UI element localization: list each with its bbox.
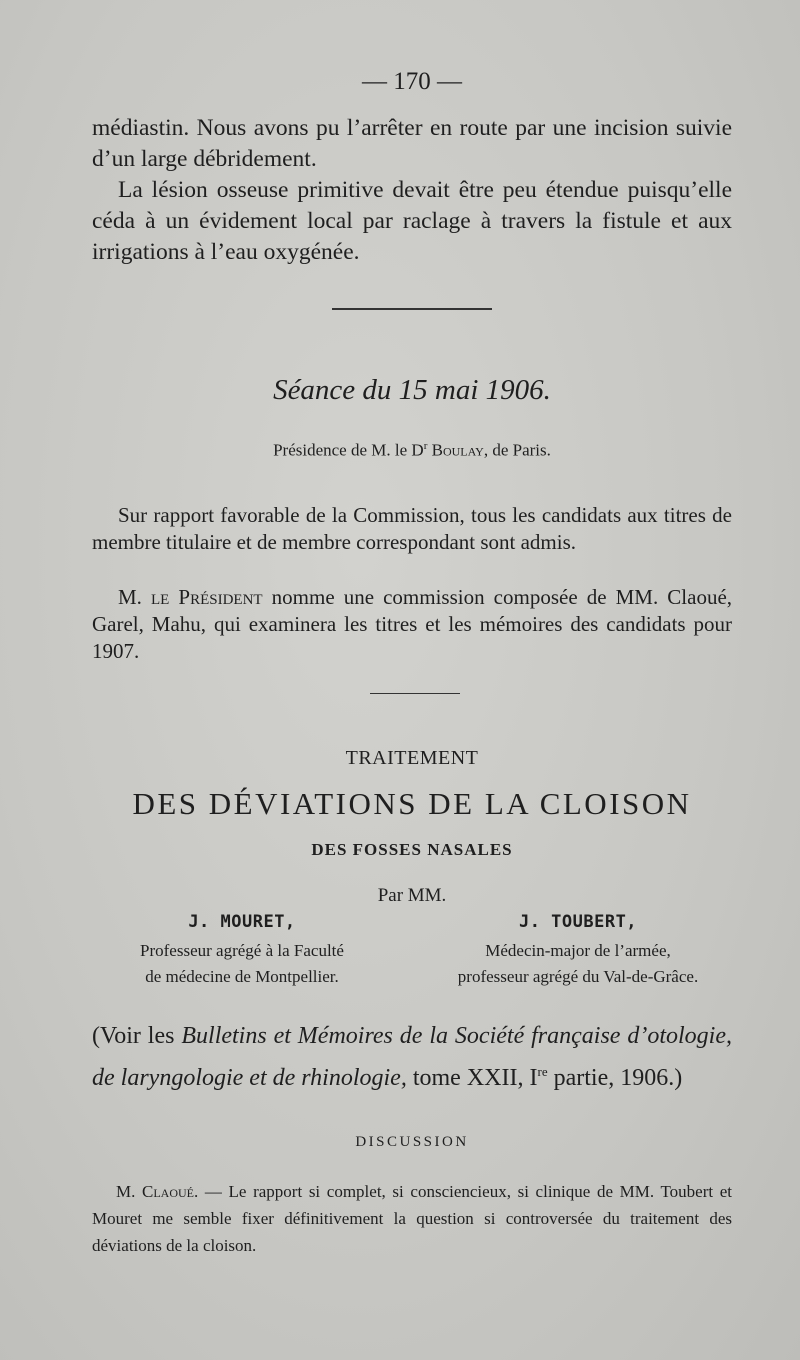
president-prefix: M. bbox=[118, 585, 142, 609]
short-divider bbox=[370, 693, 460, 694]
author-toubert-name: J. TOUBERT, bbox=[518, 912, 638, 932]
presidence-suffix: , de Paris. bbox=[483, 440, 551, 460]
paragraph-rapport: Sur rapport favorable de la Commission, tous les candidats aux titres de membre titulaire et de membre correspondant sont admis. bbox=[92, 503, 732, 554]
author-toubert-line2: professeur agrégé du Val-de-Grâce. bbox=[457, 967, 699, 986]
document-page bbox=[92, 0, 732, 1360]
president-name: Boulay bbox=[431, 440, 484, 460]
reference-close: partie, 1906.) bbox=[547, 1065, 683, 1091]
discussion-text bbox=[92, 1178, 732, 1259]
author-toubert bbox=[424, 912, 732, 990]
article-subtitle: DES FOSSES NASALES bbox=[311, 840, 513, 859]
page-number: — 170 — bbox=[362, 68, 462, 95]
author-mouret-name: J. MOURET, bbox=[188, 912, 296, 932]
bulletin-reference bbox=[92, 1018, 732, 1096]
discussion-heading: DISCUSSION bbox=[355, 1134, 469, 1150]
commission-text: nomme une commission composée de MM. Claoué, Garel, Mahu, qui examinera les titres et les mémoires des candidats pour 1907. bbox=[92, 585, 733, 663]
author-mouret-line1: Professeur agrégé à la Faculté bbox=[140, 941, 344, 960]
paragraph-mediastin: médiastin. Nous avons pu l’arrêter en route par une incision suivie d’un large débridement. bbox=[92, 115, 732, 172]
authors-by: Par MM. bbox=[377, 885, 447, 906]
author-mouret-line2: de médecine de Montpellier. bbox=[145, 967, 339, 986]
presidence-line bbox=[92, 440, 732, 461]
reference-volume: tome XXII, I bbox=[406, 1065, 538, 1091]
article-title: DES DÉVIATIONS DE LA CLOISON bbox=[132, 786, 692, 821]
reference-sup: re bbox=[537, 1064, 548, 1079]
journal-title: Bulletins et Mémoires de la Société française d’otologie, de laryngologie et de rhinologie, bbox=[92, 1023, 732, 1091]
discussion-body: — Le rapport si complet, si consciencieux, si clinique de MM. Toubert et Mouret me semble fixer définitivement la question si controversée du traitement des déviations de la cloison. bbox=[92, 1182, 732, 1255]
seance-title: Séance du 15 mai 1906. bbox=[273, 374, 551, 406]
paragraph-commission bbox=[92, 584, 732, 665]
author-mouret bbox=[92, 912, 392, 990]
section-divider bbox=[332, 308, 492, 310]
author-toubert-line1: Médecin-major de l’armée, bbox=[485, 941, 671, 960]
reference-open: (Voir les bbox=[92, 1023, 182, 1049]
article-kicker: TRAITEMENT bbox=[345, 747, 479, 769]
presidence-prefix: Présidence de M. le D bbox=[273, 440, 424, 460]
discussion-speaker: M. Claoué. bbox=[116, 1182, 199, 1201]
presidence-sup: r bbox=[423, 440, 428, 452]
paragraph-lesion-osseuse: La lésion osseuse primitive devait être peu étendue puisqu’elle céda à un évidement local par raclage à travers la fistule et aux irrigations à l’eau oxygénée. bbox=[92, 177, 732, 265]
president-title: le Président bbox=[151, 585, 263, 609]
